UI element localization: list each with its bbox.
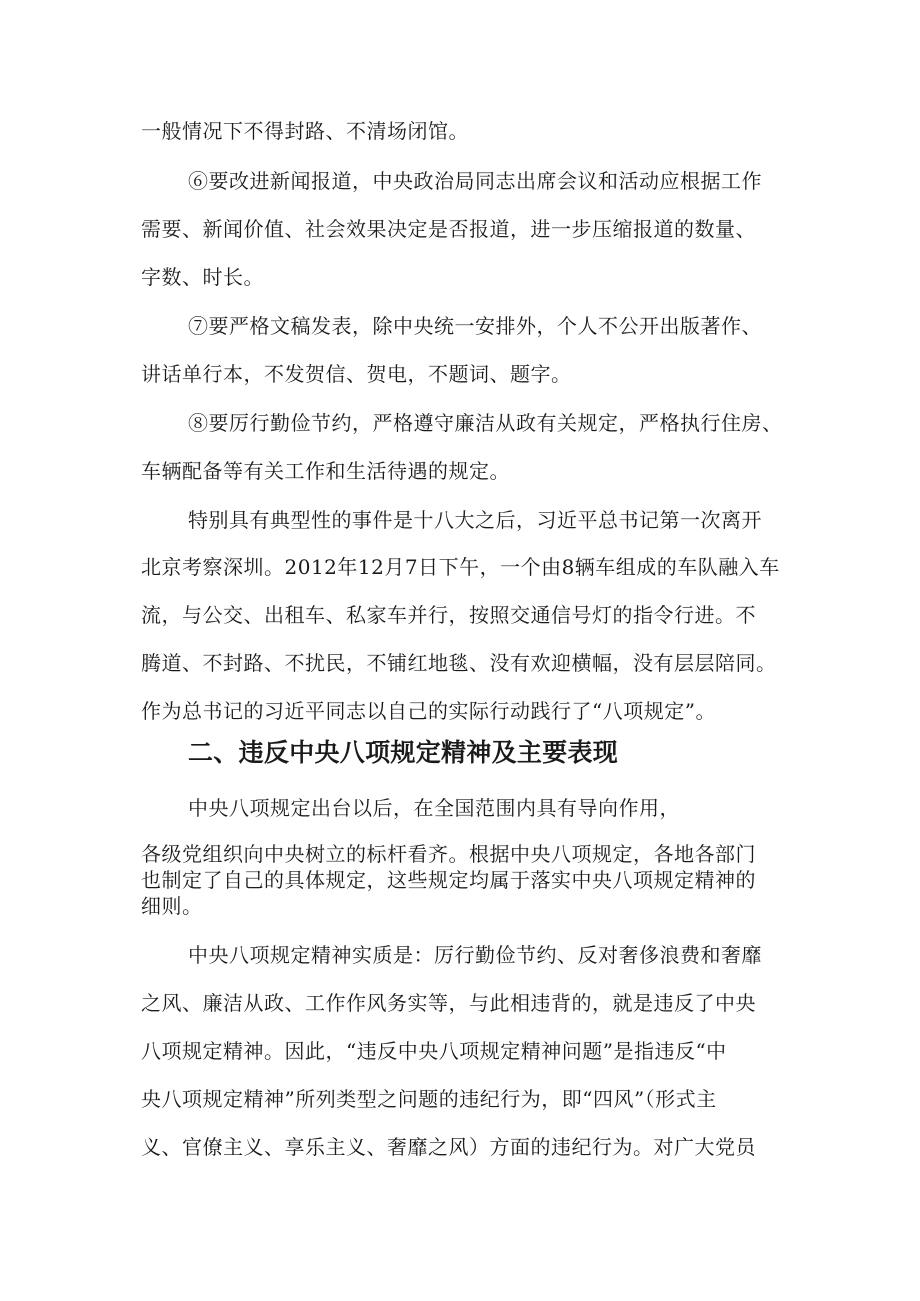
text-line: 腾道、不封路、不扰民，不铺红地毯、没有欢迎横幅，没有层层陪同。	[141, 651, 777, 675]
text-line: ⑦要严格文稿发表，除中央统一安排外，个人不公开出版著作、	[188, 314, 762, 338]
text-line: 讲话单行本，不发贺信、贺电，不题词、题字。	[141, 362, 572, 386]
text-line: 字数、时长。	[141, 265, 264, 289]
text-line: 中央八项规定出台以后，在全国范围内具有导向作用，	[188, 796, 680, 820]
text-line: 车辆配备等有关工作和生活待遇的规定。	[141, 459, 510, 483]
text-line: ⑥要改进新闻报道，中央政治局同志出席会议和活动应根据工作	[188, 169, 762, 193]
text-line: 也制定了自己的具体规定，这些规定均属于落实中央八项规定精神的	[141, 868, 756, 892]
text-line: 义、官僚主义、享乐主义、奢靡之风）方面的违纪行为。对广大党员	[141, 1135, 756, 1159]
section-heading: 二、违反中央八项规定精神及主要表现	[188, 738, 619, 767]
text-line: 各级党组织向中央树立的标杆看齐。根据中央八项规定，各地各部门	[141, 842, 756, 866]
text-line: 央八项规定精神”所列类型之问题的违纪行为，即“四风”（形式主	[141, 1087, 717, 1111]
text-line: 之风、廉洁从政、工作作风务实等，与此相违背的，就是违反了中央	[141, 991, 756, 1015]
text-line: 需要、新闻价值、社会效果决定是否报道，进一步压缩报道的数量、	[141, 217, 756, 241]
text-line: 中央八项规定精神实质是：厉行勤俭节约、反对奢侈浪费和奢靡	[188, 943, 762, 967]
text-line: 特别具有典型性的事件是十八大之后，习近平总书记第一次离开	[188, 508, 762, 532]
text-line: 作为总书记的习近平同志以自己的实际行动践行了“八项规定”。	[141, 699, 716, 723]
text-line: ⑧要厉行勤俭节约，严格遵守廉洁从政有关规定，严格执行住房、	[188, 411, 783, 435]
text-line: 细则。	[141, 894, 203, 918]
text-line: 一般情况下不得封路、不清场闭馆。	[141, 119, 469, 143]
text-line: 八项规定精神。因此，“违反中央八项规定精神问题”是指违反“中	[141, 1039, 727, 1063]
text-line: 北京考察深圳。2012年12月7日下午，一个由8辆车组成的车队融入车	[141, 555, 780, 579]
text-line: 流，与公交、出租车、私家车并行，按照交通信号灯的指令行进。不	[141, 603, 756, 627]
